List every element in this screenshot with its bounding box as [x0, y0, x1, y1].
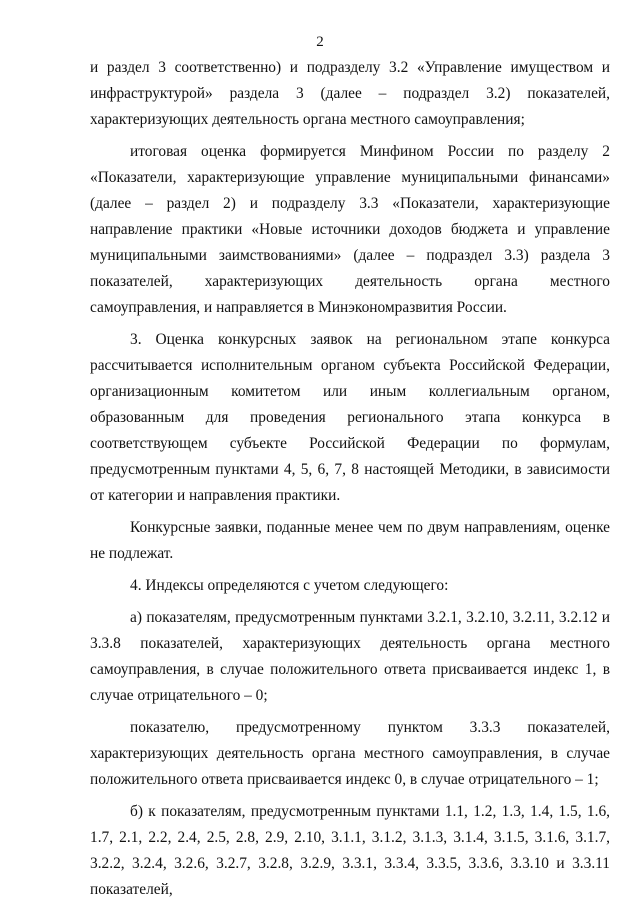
paragraph-4: Конкурсные заявки, поданные менее чем по двум направлениям, оценке не подлежат.	[90, 519, 610, 562]
paragraph-7: показателю, предусмотренному пунктом 3.3.3 показателей, характеризующих деятельность органа местного самоуправления, в случае положительного ответа присваивается индекс 0, в случае отрицательного – 1;	[90, 719, 610, 788]
paragraph-8: б) к показателям, предусмотренным пунктами 1.1, 1.2, 1.3, 1.4, 1.5, 1.6, 1.7, 2.1, 2.2, 2.4, 2.5, 2.8, 2.9, 2.10, 3.1.1, 3.1.2, 3.1.3, 3.1.4, 3.1.5, 3.1.6, 3.1.7, 3.2.2, 3.2.4, 3.2.6, 3.2.7, 3.2.8, 3.2.9, 3.3.1, 3.3.4, 3.3.5, 3.3.6, 3.3.10 и 3.3.11 показателей,	[90, 803, 610, 898]
document-body	[90, 55, 610, 903]
paragraph-5: 4. Индексы определяются с учетом следующего:	[130, 577, 449, 594]
paragraph-3: 3. Оценка конкурсных заявок на региональном этапе конкурса рассчитывается исполнительным органом субъекта Российской Федерации, организационным комитетом или иным коллегиальным органом, образованным для проведения регионального этапа конкурса в соответствующем субъекте Российской Федерации по формулам, предусмотренным пунктами 4, 5, 6, 7, 8 настоящей Методики, в зависимости от категории и направления практики.	[90, 331, 610, 504]
paragraph-2: итоговая оценка формируется Минфином России по разделу 2 «Показатели, характеризующие управление муниципальными финансами» (далее – раздел 2) и подразделу 3.3 «Показатели, характеризующие направление практики «Новые источники доходов бюджета и управление муниципальными заимствованиями» (далее – подраздел 3.3) раздела 3 показателей, характеризующих деятельность органа местного самоуправления, и направляется в Минэкономразвития России.	[90, 143, 610, 316]
paragraph-6: а) показателям, предусмотренным пунктами 3.2.1, 3.2.10, 3.2.11, 3.2.12 и 3.3.8 показателей, характеризующих деятельность органа местного самоуправления, в случае положительного ответа присваивается индекс 1, в случае отрицательного – 0;	[90, 609, 610, 704]
paragraph-1: и раздел 3 соответственно) и подразделу 3.2 «Управление имуществом и инфраструктурой» раздела 3 (далее – подраздел 3.2) показателей, характеризующих деятельность органа местного самоуправления;	[90, 59, 610, 128]
page-number: 2	[316, 34, 324, 50]
